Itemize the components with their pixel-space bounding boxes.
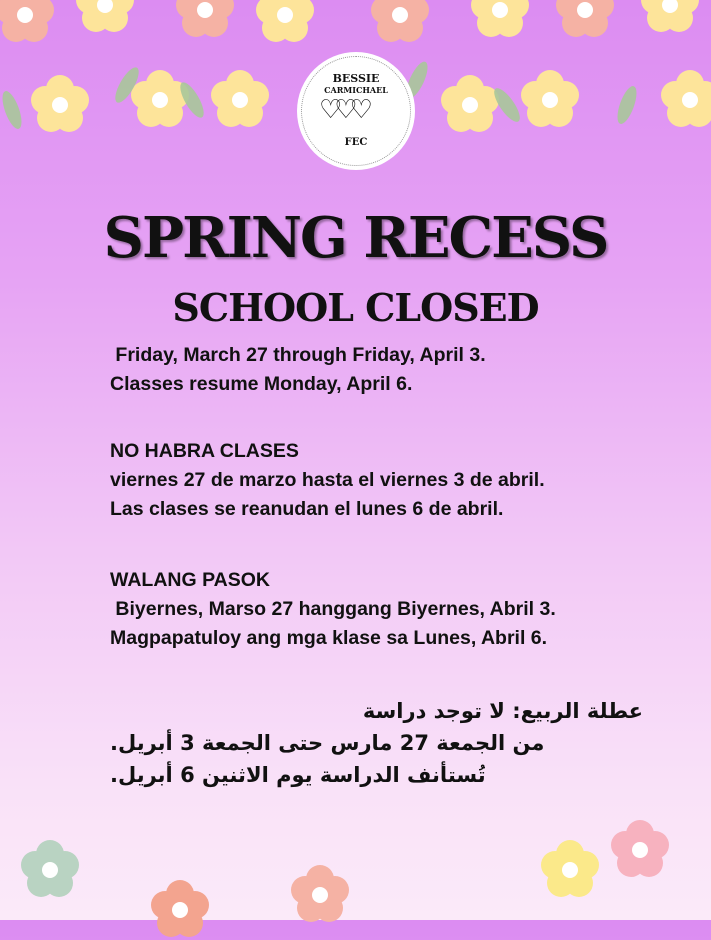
flower-icon (470, 0, 530, 40)
arabic-notice (110, 695, 643, 791)
arabic-line1: من الجمعة 27 مارس حتى الجمعة 3 أبريل. (110, 731, 545, 755)
leaf-icon (0, 89, 25, 131)
logo-name-line2: CARMICHAEL (324, 85, 388, 95)
arabic-heading: عطلة الربيع: لا توجد دراسة (362, 699, 643, 723)
spanish-line2: Las clases se reanudan el lunes 6 de abril. (110, 498, 504, 520)
flower-icon (555, 0, 615, 40)
english-line1: Friday, March 27 through Friday, April 3. (110, 344, 486, 366)
spanish-heading: NO HABRA CLASES (110, 440, 299, 462)
flower-icon (255, 0, 315, 45)
flower-icon (0, 0, 55, 45)
arabic-line2: تُستأنف الدراسة يوم الاثنين 6 أبريل. (110, 763, 486, 787)
flower-icon (75, 0, 135, 35)
flower-icon (660, 70, 711, 130)
logo-abbr: FEC (344, 137, 368, 148)
flower-icon (540, 840, 600, 900)
tagalog-notice (110, 566, 556, 653)
flower-icon (20, 840, 80, 900)
page-title: SPRING RECESS (103, 205, 608, 271)
spanish-line1: viernes 27 de marzo hasta el viernes 3 de abril. (110, 469, 545, 491)
flower-icon (370, 0, 430, 45)
spanish-notice (110, 437, 545, 524)
flower-icon (130, 70, 190, 130)
tagalog-heading: WALANG PASOK (110, 569, 270, 591)
tagalog-line2: Magpapatuloy ang mga klase sa Lunes, Abril 6. (110, 627, 548, 649)
leaf-icon (614, 84, 641, 126)
flower-icon (175, 0, 235, 40)
page-subtitle: SCHOOL CLOSED (172, 285, 539, 330)
flower-icon (440, 75, 500, 135)
flower-icon (520, 70, 580, 130)
hearts-icon: ♡♡♡ (319, 95, 365, 125)
english-line2: Classes resume Monday, April 6. (110, 373, 413, 395)
flower-icon (640, 0, 700, 35)
flower-icon (150, 880, 210, 940)
flower-icon (30, 75, 90, 135)
logo-name-line1: BESSIE (332, 72, 380, 85)
english-notice (110, 341, 486, 399)
flower-icon (210, 70, 270, 130)
flower-icon (290, 865, 350, 925)
school-logo (297, 52, 415, 170)
flower-icon (610, 820, 670, 880)
tagalog-line1: Biyernes, Marso 27 hanggang Biyernes, Abril 3. (110, 598, 556, 620)
